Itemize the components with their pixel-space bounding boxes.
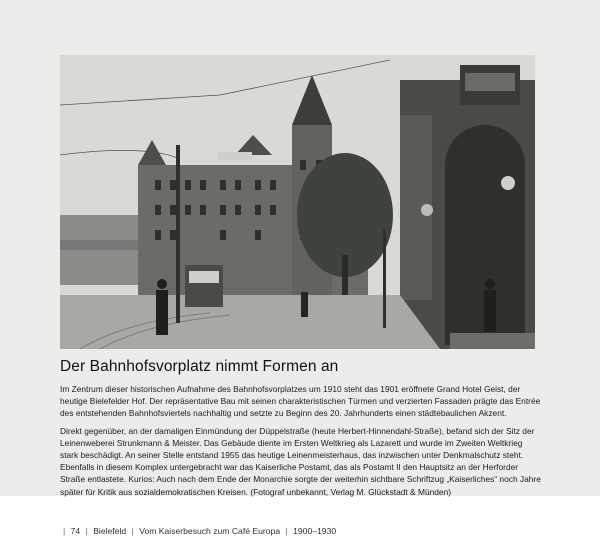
caption-paragraph: Direkt gegenüber, an der damaligen Einmündung der Düppelstraße (heute Herbert-Hinnendahl-Straße), befand sich der Sitz der Leinenweberei Strunkmann & Meister. Das Gebäude diente im Ersten Weltkrieg als Lazarett und wurde im Zweiten Weltkrieg stark beschädigt. An seiner Stelle entstand 1955 das heutige Leinenmeisterhaus, das inzwischen unter Denkmalschutz steht. Ebenfalls in diesem Komplex untergebracht war das Kaiserliche Postamt, das als Postamt II den Hauptsitz an der Herforder Straße entlastete. Kurios: Auch nach dem Ende der Monarchie sorgte der weiterhin sichtbare Schriftzug „Kaiserliches“ noch Jahre später für Kritik aus sozialdemokratischen Kreisen. (Fotograf unbekannt, Verlag M. Glückstadt & Münden): [60, 425, 541, 497]
pedestrian-head: [485, 279, 495, 289]
chapter-title: Vom Kaiserbesuch zum Café Europa: [139, 526, 281, 536]
pedestrian: [301, 292, 308, 317]
footer-separator: |: [285, 526, 288, 536]
page-footer: [60, 526, 540, 536]
post-office-sign: [465, 73, 515, 91]
hotel-sign: [218, 152, 252, 160]
caption-heading: Der Bahnhofsvorplatz nimmt Formen an: [60, 358, 339, 375]
historic-photo: [60, 55, 535, 349]
entrance-steps: [450, 333, 535, 349]
footer-separator: |: [85, 526, 88, 536]
tram-windows: [189, 271, 219, 283]
street-lamp: [421, 204, 433, 216]
lamp-post: [383, 230, 386, 328]
chapter-years: 1900–1930: [293, 526, 337, 536]
street-lamp: [501, 176, 515, 190]
caption-paragraph: Im Zentrum dieser historischen Aufnahme des Bahnhofsvorplatzes um 1910 steht das 1901 eröffnete Grand Hotel Geist, der heutige Bielefelder Hof. Der repräsentative Bau mit seinen charakteristischen Türmen und verzierten Fassaden prägte das Entrée des entstehenden Bahnhofsviertels nachhaltig und setzte zu Beginn des 20. Jahrhunderts einen städtebaulichen Akzent.: [60, 384, 541, 419]
page-number: 74: [70, 526, 81, 536]
pedestrian: [156, 290, 168, 335]
footer-separator: |: [131, 526, 134, 536]
left-building-cornice: [60, 240, 150, 250]
book-title: Bielefeld: [93, 526, 127, 536]
photo-illustration: [60, 55, 535, 349]
pedestrian: [484, 290, 496, 332]
pedestrian-head: [157, 279, 167, 289]
caption-body: [60, 383, 542, 503]
tram-pole: [176, 145, 180, 323]
footer-separator: |: [63, 526, 66, 536]
